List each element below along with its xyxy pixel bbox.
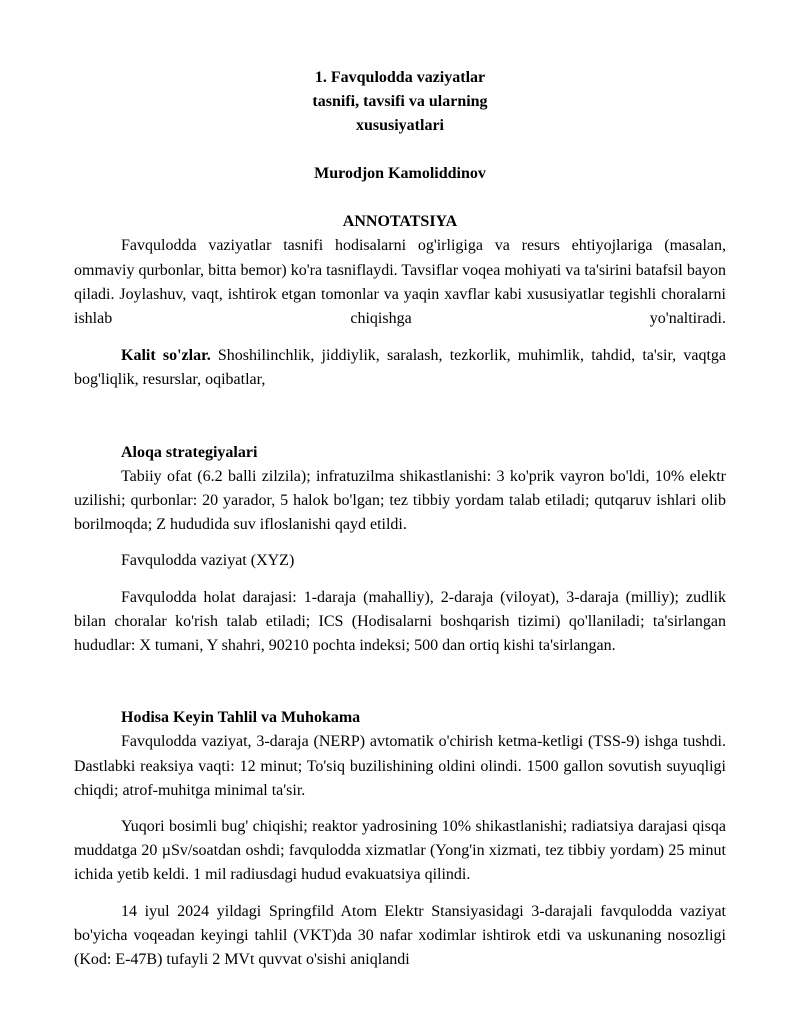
document-title <box>74 66 726 138</box>
section2-paragraph-3: 14 iyul 2024 yildagi Springfild Atom Elektr Stansiyasidagi 3-darajali favqulodda vaziyat bo'yicha voqeadan keyingi tahlil (VKT)da 30 nafar xodimlar ishtirok etdi va uskunaning nosozligi (Kod: E-47B) tufayli 2 MVt quvvat o'sishi aniqlandi <box>74 902 726 969</box>
section-heading-post-incident: Hodisa Keyin Tahlil va Muhokama <box>121 709 361 727</box>
section2-paragraph-2: Yuqori bosimli bug' chiqishi; reaktor yadrosining 10% shikastlanishi; radiatsiya darajasi qisqa muddatga 20 µSv/soatdan oshdi; favqulodda xizmatlar (Yong'in xizmati, tez tibbiy yordam) 25 minut ichida yetib keldi. 1 mil radiusdagi hudud evakuatsiya qilindi. <box>74 818 726 884</box>
section1-paragraph-2: Favqulodda vaziyat (XYZ) <box>121 552 295 570</box>
annotation-text: Favqulodda vaziyatlar tasnifi hodisalarni og'irligiga va resurs ehtiyojlariga (masalan, ommaviy qurbonlar, bitta bemor) ko'ra tasniflaydi. Tavsiflar voqea mohiyati va ta'sirini batafsil bayon qiladi. Joylashuv, vaqt, ishtirok etgan tomonlar va yaqin xavflar kabi xususiyatlar tegishli choralarni ishlab chiqishga yo'naltiradi. <box>74 237 726 328</box>
keywords-label: Kalit so'zlar. <box>121 347 211 365</box>
section1-paragraph-3: Favqulodda holat darajasi: 1-daraja (mahalliy), 2-daraja (viloyat), 3-daraja (milliy); zudlik bilan choralar ko'rish talab etiladi; ICS (Hodisalarni boshqarish tizimi) qo'llaniladi; ta'sirlangan hududlar: X tumani, Y shahri, 90210 pochta indeksi; 500 dan ortiq kishi ta'sirlangan. <box>74 588 726 655</box>
title-line-2: tasnifi, tavsifi va ularning <box>312 93 488 110</box>
keywords-text: Shoshilinchlik, jiddiylik, saralash, tezkorlik, muhimlik, tahdid, ta'sir, vaqtga bog'liqlik, resurslar, oqibatlar, <box>74 347 727 389</box>
keywords-paragraph <box>74 344 726 392</box>
title-line-3: xususiyatlari <box>355 117 444 134</box>
annotation-heading: ANNOTATSIYA <box>342 213 458 231</box>
section-heading-communication: Aloqa strategiyalari <box>121 443 258 461</box>
section1-paragraph-1: Tabiiy ofat (6.2 balli zilzila); infratuzilma shikastlanishi: 3 ko'prik vayron bo'ldi, 10% elektr uzilishi; qurbonlar: 20 yarador, 5 halok bo'lgan; tez tibbiy yordam talab etiladi; qutqaruv ishlari olib borilmoqda; Z hududida suv ifloslanishi qayd etildi. <box>74 467 726 534</box>
title-line-1: 1. Favqulodda vaziyatlar <box>314 69 486 86</box>
section2-paragraph-1: Favqulodda vaziyat, 3-daraja (NERP) avtomatik o'chirish ketma-ketligi (TSS-9) ishga tushdi. Dastlabki reaksiya vaqti: 12 minut; To'siq buzilishining oldini olindi. 1500 gallon sovutish suyuqligi chiqdi; atrof-muhitga minimal ta'sir. <box>74 733 726 799</box>
document-page <box>74 66 726 972</box>
author-name: Murodjon Kamoliddinov <box>314 165 486 182</box>
